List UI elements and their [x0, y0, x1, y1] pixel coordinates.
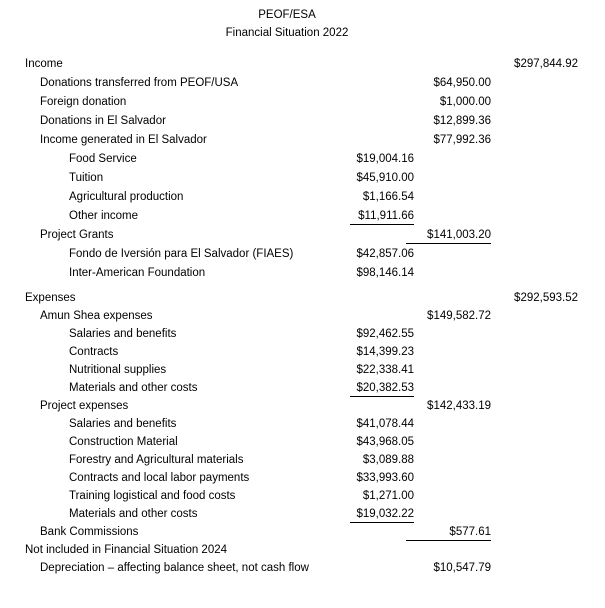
- row-label: Inter-American Foundation: [69, 267, 206, 279]
- table-row: [0, 398, 605, 416]
- table-row: [0, 308, 605, 326]
- amount-cell: $22,338.41: [356, 364, 414, 376]
- amount-cell: $3,089.88: [362, 454, 414, 466]
- table-row: [0, 246, 605, 265]
- table-row: [0, 189, 605, 208]
- title-line-1: PEOF/ESA: [258, 9, 316, 21]
- amount-cell: $77,992.36: [433, 134, 491, 146]
- row-label: Construction Material: [69, 436, 178, 448]
- amount-cell: $19,032.22: [350, 507, 414, 523]
- row-label: Bank Commissions: [40, 526, 139, 538]
- row-label: Donations transferred from PEOF/USA: [40, 77, 239, 89]
- amount-cell: $10,547.79: [433, 562, 491, 574]
- amount-cell: $1,166.54: [362, 191, 414, 203]
- amount-cell: $19,004.16: [356, 153, 414, 165]
- table-row: [0, 344, 605, 362]
- table-row: [0, 524, 605, 542]
- table-row: [0, 75, 605, 94]
- row-label: Food Service: [69, 153, 137, 165]
- amount-cell: $1,000.00: [439, 96, 491, 108]
- row-label: Tuition: [69, 172, 104, 184]
- row-label: Foreign donation: [40, 96, 127, 108]
- row-label: Nutritional supplies: [69, 364, 167, 376]
- table-row: [0, 56, 605, 75]
- amount-cell: $141,003.20: [406, 228, 491, 244]
- row-label: Depreciation – affecting balance sheet, not cash flow: [40, 562, 309, 574]
- amount-cell: $92,462.55: [356, 328, 414, 340]
- row-label: Amun Shea expenses: [40, 310, 153, 322]
- amount-cell: $1,271.00: [362, 490, 414, 502]
- row-label: Income: [25, 58, 63, 70]
- row-label: Training logistical and food costs: [69, 490, 236, 502]
- row-label: Salaries and benefits: [69, 418, 177, 430]
- row-label: Salaries and benefits: [69, 328, 177, 340]
- table-row: [0, 362, 605, 380]
- table-row: [0, 416, 605, 434]
- row-label: Fondo de Iversión para El Salvador (FIAES): [69, 248, 294, 260]
- table-row: [0, 227, 605, 246]
- title-line-2: Financial Situation 2022: [225, 27, 349, 39]
- amount-cell: $292,593.52: [514, 292, 578, 304]
- table-row: [0, 506, 605, 524]
- amount-cell: $11,911.66: [350, 209, 414, 225]
- row-label: Other income: [69, 210, 139, 222]
- table-row: [0, 560, 605, 578]
- table-row: [0, 208, 605, 227]
- row-label: Project Grants: [40, 229, 114, 241]
- table-row: [0, 170, 605, 189]
- row-label: Project expenses: [40, 400, 129, 412]
- table-row: [0, 265, 605, 284]
- amount-cell: $43,968.05: [356, 436, 414, 448]
- table-row: [0, 434, 605, 452]
- amount-cell: $33,993.60: [356, 472, 414, 484]
- row-label: Contracts: [69, 346, 119, 358]
- amount-cell: $42,857.06: [356, 248, 414, 260]
- row-label: Agricultural production: [69, 191, 184, 203]
- table-row: [0, 452, 605, 470]
- table-row: [0, 290, 605, 308]
- row-label: Income generated in El Salvador: [40, 134, 207, 146]
- financial-table: [0, 56, 605, 578]
- table-row: [0, 113, 605, 132]
- document-title: [0, 6, 574, 42]
- row-label: Donations in El Salvador: [40, 115, 166, 127]
- amount-cell: $98,146.14: [356, 267, 414, 279]
- amount-cell: $64,950.00: [433, 77, 491, 89]
- table-row: [0, 326, 605, 344]
- table-row: [0, 380, 605, 398]
- table-row: [0, 542, 605, 560]
- amount-cell: $142,433.19: [427, 400, 491, 412]
- amount-cell: $297,844.92: [514, 58, 578, 70]
- row-label: Not included in Financial Situation 2024: [25, 544, 228, 556]
- table-row: [0, 470, 605, 488]
- table-row: [0, 151, 605, 170]
- amount-cell: $14,399.23: [356, 346, 414, 358]
- amount-cell: $12,899.36: [433, 115, 491, 127]
- section-expenses: [0, 290, 605, 578]
- section-income: [0, 56, 605, 284]
- row-label: Expenses: [25, 292, 76, 304]
- row-label: Forestry and Agricultural materials: [69, 454, 244, 466]
- amount-cell: $41,078.44: [356, 418, 414, 430]
- amount-cell: $20,382.53: [350, 381, 414, 397]
- table-row: [0, 488, 605, 506]
- amount-cell: $149,582.72: [427, 310, 491, 322]
- table-row: [0, 94, 605, 113]
- row-label: Materials and other costs: [69, 382, 198, 394]
- table-row: [0, 132, 605, 151]
- row-label: Contracts and local labor payments: [69, 472, 250, 484]
- row-label: Materials and other costs: [69, 508, 198, 520]
- amount-cell: $45,910.00: [356, 172, 414, 184]
- amount-cell: $577.61: [406, 525, 491, 541]
